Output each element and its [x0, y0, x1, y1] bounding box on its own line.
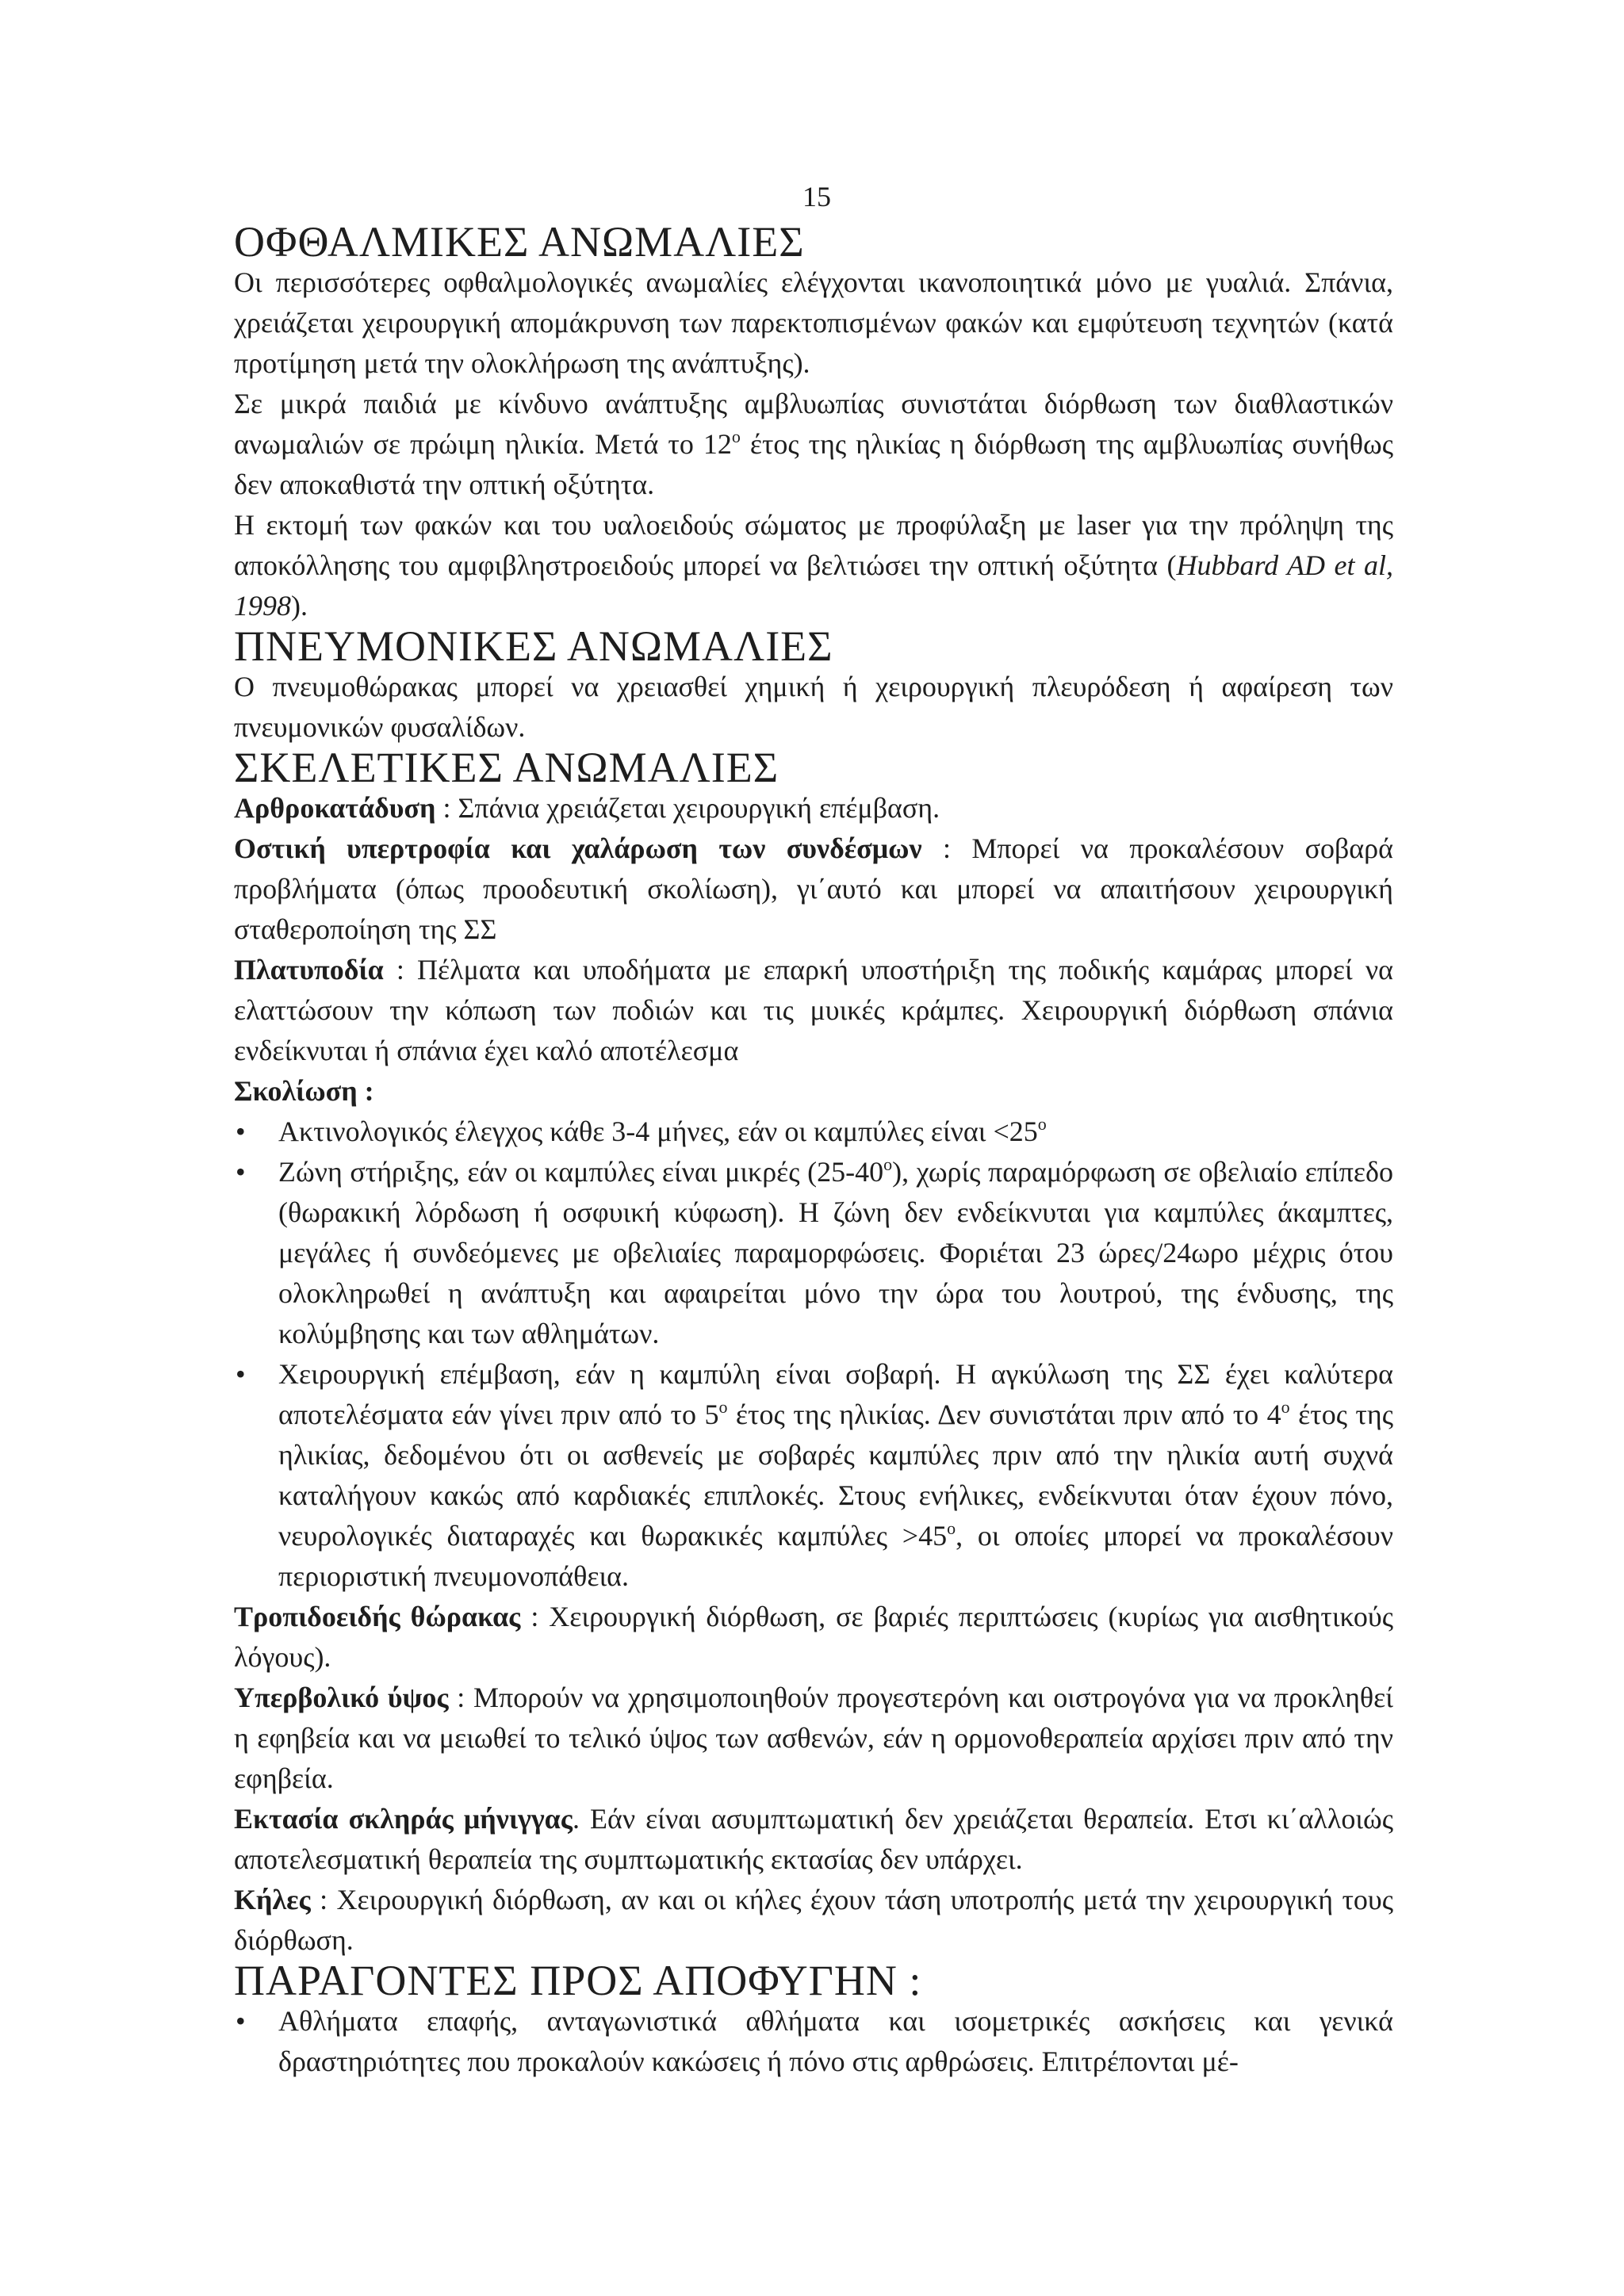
scoliosis-label: Σκολίωση : [234, 1075, 374, 1107]
superscript: ο [731, 427, 741, 446]
term-label: Πλατυποδία [234, 954, 384, 985]
term-label: Κήλες [234, 1884, 311, 1915]
text-run: : Μπορούν να χρησιμοποιηθούν προγεστερόνη και οιστρογόνα για να προκληθεί η εφηβεία και να μειωθεί το τελικό ύψος των ασθενών, εάν η ορμονοθεραπεία αρχίσει πριν από την εφηβεία. [234, 1682, 1393, 1794]
paragraph-bone-overgrowth [234, 828, 1393, 950]
page-number: 15 [802, 181, 831, 212]
text-run: : Πέλματα και υποδήματα με επαρκή υποστήριξη της ποδικής καμάρας μπορεί να ελαττώσουν την κόπωση των ποδιών και τις μυικές κράμπες. Χειρουργική διόρθωση σπάνια ενδείκνυται ή σπάνια έχει καλό αποτέλεσμα [234, 954, 1393, 1066]
paragraph-arthrocatadysis [234, 788, 1393, 828]
bullet-icon: • [236, 2005, 246, 2037]
avoid-list [234, 2001, 1393, 2082]
superscript: ο [947, 1518, 956, 1538]
document-body [234, 218, 1393, 2082]
list-item [234, 1354, 1393, 1597]
paragraph-pectus [234, 1597, 1393, 1678]
list-item [234, 1152, 1393, 1354]
superscript: ο [883, 1154, 893, 1174]
text-run: Η εκτομή των φακών και του υαλοειδούς σώματος με προφύλαξη με laser για την πρόληψη της αποκόλλησης του αμφιβληστροειδούς μπορεί να βελτιώσει την οπτική οξύτητα ( [234, 509, 1393, 581]
text-run: έτος της ηλικίας η διόρθωση της αμβλυωπίας συνήθως δεν αποκαθιστά την οπτική οξύτητα. [234, 428, 1393, 500]
superscript: ο [718, 1397, 728, 1417]
bullet-icon: • [236, 1115, 246, 1147]
term-label: Αρθροκατάδυση [234, 792, 436, 824]
superscript: ο [1281, 1397, 1290, 1417]
text-run: Σε μικρά παιδιά με κίνδυνο ανάπτυξης αμβλυωπίας συνιστάται διόρθωση των διαθλαστικών ανωμαλιών σε πρώιμη ηλικία. Μετά το 12 [234, 388, 1393, 460]
text-run: Ακτινολογικός έλεγχος κάθε 3-4 μήνες, εάν οι καμπύλες είναι <25 [278, 1115, 1038, 1147]
paragraph [234, 505, 1393, 626]
superscript: ο [1037, 1114, 1047, 1134]
paragraph-hernias [234, 1880, 1393, 1961]
text-run: έτος της ηλικίας. Δεν συνιστάται πριν από το 4 [727, 1399, 1281, 1430]
section-heading-avoid: ΠΑΡΑΓΟΝΤΕΣ ΠΡΟΣ ΑΠΟΦΥΓΗΝ : [234, 1957, 922, 2004]
section-heading-skeletal: ΣΚΕΛΕΤΙΚΕΣ ΑΝΩΜΑΛΙΕΣ [234, 744, 779, 791]
text-run: . Εάν είναι ασυμπτωματική δεν χρειάζεται θεραπεία. Ετσι κι΄αλλοιώς αποτελεσματική θεραπεία της συμπτωματικής εκτασίας δεν υπάρχει. [234, 1803, 1393, 1875]
paragraph-height [234, 1678, 1393, 1799]
bullet-icon: • [236, 1358, 246, 1390]
list-item [234, 1112, 1393, 1152]
citation: Hubbard AD et al, 1998 [234, 549, 1393, 622]
bullet-icon: • [236, 1156, 246, 1188]
paragraph [234, 384, 1393, 505]
text-run: Χειρουργική επέμβαση, εάν η καμπύλη είναι σοβαρή. Η αγκύλωση της ΣΣ έχει καλύτερα αποτελέσματα εάν γίνει πριν από το 5 [278, 1358, 1393, 1430]
section-heading-ophthalmic: ΟΦΘΑΛΜΙΚΕΣ ΑΝΩΜΑΛΙΕΣ [234, 218, 805, 266]
paragraph-flatfoot [234, 950, 1393, 1071]
text-run: : Μπορεί να προκαλέσουν σοβαρά προβλήματα (όπως προοδευτική σκολίωση), γι΄αυτό και μπορεί να απαιτήσουν χειρουργική σταθεροποίηση της ΣΣ [234, 832, 1393, 945]
paragraph: Ο πνευμοθώρακας μπορεί να χρειασθεί χημική ή χειρουργική πλευρόδεση ή αφαίρεση των πνευμονικών φυσαλίδων. [234, 671, 1393, 743]
text-run: : Σπάνια χρειάζεται χειρουργική επέμβαση. [435, 792, 940, 824]
term-label: Οστική υπερτροφία και χαλάρωση των συνδέσμων [234, 832, 922, 864]
section-heading-pulmonary: ΠΝΕΥΜΟΝΙΚΕΣ ΑΝΩΜΑΛΙΕΣ [234, 622, 833, 670]
text-run: ), χωρίς παραμόρφωση σε οβελιαίο επίπεδο (θωρακική λόρδωση ή οσφυική κύφωση). Η ζώνη δεν ενδείκνυται για καμπύλες άκαμπτες, μεγάλες ή συνδεόμενες με οβελιαίες παραμορφώσεις. Φοριέται 23 ώρες/24ωρο μέχρις ότου ολοκληρωθεί η ανάπτυξη και αφαιρείται μόνο την ώρα του λουτρού, της ένδυσης, της κολύμβησης και των αθλημάτων. [278, 1156, 1393, 1349]
scoliosis-list [234, 1112, 1393, 1597]
term-label: Υπερβολικό ύψος [234, 1682, 449, 1713]
paragraph-dural-ectasia [234, 1799, 1393, 1880]
text-run: , οι οποίες μπορεί να προκαλέσουν περιοριστική πνευμονοπάθεια. [278, 1520, 1393, 1592]
text-run: Ζώνη στήριξης, εάν οι καμπύλες είναι μικρές (25-40 [278, 1156, 884, 1188]
text-run: Αθλήματα επαφής, ανταγωνιστικά αθλήματα και ισομετρικές ασκήσεις και γενικά δραστηριότητες που προκαλούν κακώσεις ή πόνο στις αρθρώσεις. Επιτρέπονται μέ- [278, 2005, 1393, 2077]
text-run: : Χειρουργική διόρθωση, αν και οι κήλες έχουν τάση υποτροπής μετά την χειρουργική τους διόρθωση. [234, 1884, 1393, 1956]
text-run: έτος της ηλικίας, δεδομένου ότι οι ασθενείς με σοβαρές καμπύλες πριν από την ηλικία αυτή συχνά καταλήγουν κακώς από καρδιακές επιπλοκές. Στους ενήλικες, ενδείκνυται όταν έχουν πόνο, νευρολογικές διαταραχές και θωρακικές καμπύλες >45 [278, 1399, 1393, 1552]
text-run: : Χειρουργική διόρθωση, σε βαριές περιπτώσεις (κυρίως για αισθητικούς λόγους). [234, 1601, 1393, 1673]
list-item [234, 2001, 1393, 2082]
text-run: ). [291, 590, 308, 622]
term-label: Εκτασία σκληράς μήνιγγας [234, 1803, 573, 1835]
paragraph: Οι περισσότερες οφθαλμολογικές ανωμαλίες ελέγχονται ικανοποιητικά μόνο με γυαλιά. Σπάνια, χρειάζεται χειρουργική απομάκρυνση των παρεκτοπισμένων φακών και εμφύτευση τεχνητών (κατά προτίμηση μετά την ολοκλήρωση της ανάπτυξης). [234, 266, 1393, 379]
term-label: Τροπιδοειδής θώρακας [234, 1601, 521, 1632]
